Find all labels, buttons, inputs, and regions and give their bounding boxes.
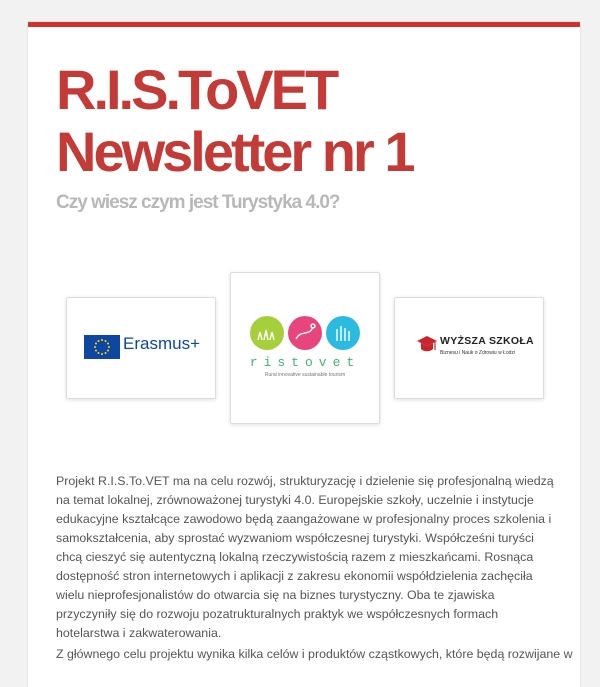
newsletter-title bbox=[56, 59, 413, 183]
erasmus-text: Erasmus+ bbox=[123, 334, 200, 353]
ristovet-logo[interactable] bbox=[230, 272, 380, 424]
ristovet-circles-icon bbox=[249, 315, 361, 351]
ristovet-tagline: Rural innovative sustainable tourism bbox=[264, 372, 346, 378]
wsbinoz-title: WYŻSZA SZKOŁA bbox=[440, 335, 534, 347]
title-line-1: R.I.S.ToVET bbox=[56, 58, 337, 121]
wsbinoz-subtitle: Biznesu i Nauk o Zdrowiu w Łodzi bbox=[440, 350, 516, 356]
ristovet-word: ristovet bbox=[249, 355, 361, 370]
goals-paragraph: Z głównego celu projektu wynika kilka celów i produktów cząstkowych, które będą rozwijane w bbox=[56, 647, 573, 661]
newsletter-card bbox=[28, 22, 580, 687]
erasmus-logo[interactable] bbox=[66, 297, 216, 399]
newsletter-subtitle: Czy wiesz czym jest Turystyka 4.0? bbox=[56, 192, 340, 213]
graduation-cap-icon bbox=[415, 332, 439, 360]
eu-flag-icon bbox=[84, 335, 120, 359]
wsbinoz-logo[interactable] bbox=[394, 297, 544, 399]
intro-paragraph: Projekt R.I.S.To.VET ma na celu rozwój, strukturyzację i dzielenie się profesjonalną wiedzą na temat lokalnej, zrównoważonej turystyki 4.0. Europejskie szkoły, uczelnie i instytucje edukacyjne kształcące zawodowo będą zaangażowane w profesjonalny proces szkolenia i samokształcenia, aby sprostać wyzwaniom współczesnej turystyki. Współcześni turyści chcą cieszyć się autentyczną lokalną rzeczywistością razem z mieszkańcami. Rosnąca dostępność stron internetowych i aplikacji z zakresu ekonomii współdzielenia zachęciła wielu nieprofesjonalistów do otwarcia się na biznes turystyczny. Oba te zjawiska przyczyniły się do rozwoju pozatrukturalnych praktyk we współczesnych formach hotelarstwa i zakwaterowania. bbox=[56, 474, 554, 640]
title-line-2: Newsletter nr 1 bbox=[56, 120, 413, 183]
